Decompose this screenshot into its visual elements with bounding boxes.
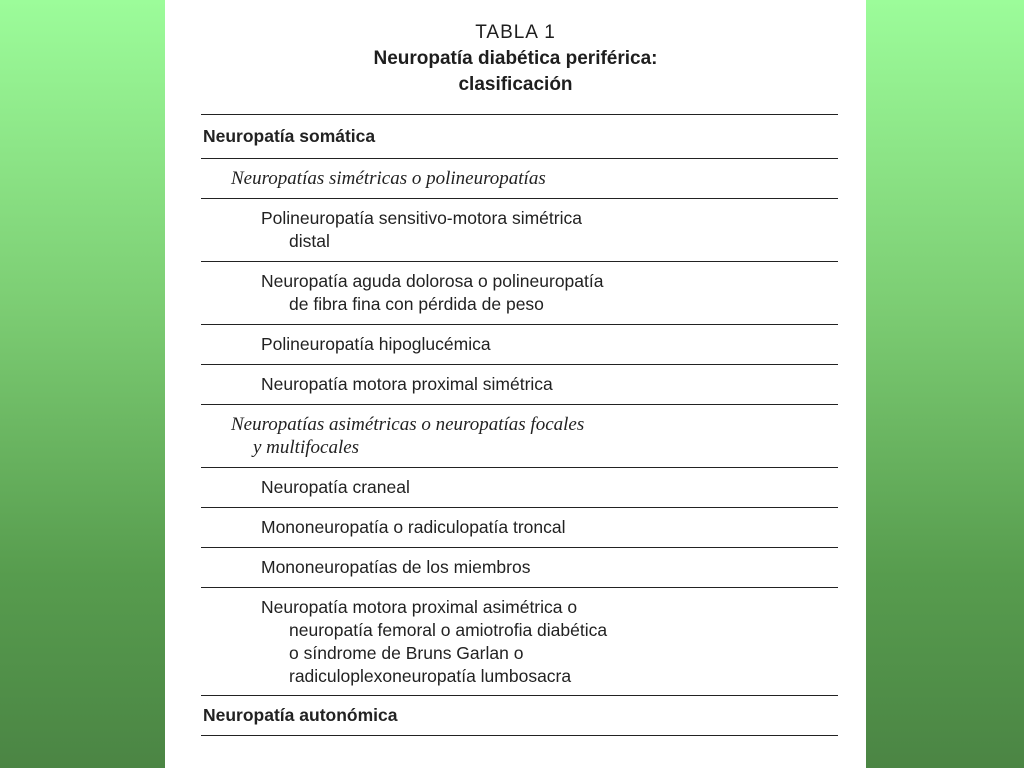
table-title-line-1: Neuropatía diabética periférica: bbox=[373, 48, 658, 69]
table-number: TABLA 1 bbox=[475, 22, 556, 43]
row-text bbox=[231, 167, 546, 190]
row-text-line: Neuropatías simétricas o polineuropatías bbox=[231, 168, 546, 189]
row-text bbox=[261, 333, 491, 356]
row-text bbox=[261, 516, 566, 539]
table-row bbox=[201, 468, 838, 508]
row-text bbox=[261, 207, 582, 253]
table-row bbox=[201, 588, 838, 696]
row-text-line: Neuropatía aguda dolorosa o polineuropatía bbox=[261, 271, 604, 291]
table-header bbox=[165, 0, 866, 98]
row-text-line: Mononeuropatía o radiculopatía troncal bbox=[261, 517, 566, 537]
row-text bbox=[203, 125, 375, 148]
table-row bbox=[201, 262, 838, 325]
row-text bbox=[231, 413, 584, 459]
row-text-line: Neuropatía motora proximal asimétrica o bbox=[261, 596, 578, 617]
document-page bbox=[165, 0, 866, 768]
row-text-line: Neuropatía motora proximal simétrica bbox=[261, 374, 553, 394]
table-title-line-2: clasificación bbox=[458, 74, 573, 95]
table-row bbox=[201, 548, 838, 588]
row-text bbox=[261, 476, 410, 499]
classification-table bbox=[201, 114, 838, 736]
subsection-heading-row bbox=[201, 159, 838, 199]
table-row bbox=[201, 508, 838, 548]
table-row bbox=[201, 325, 838, 365]
section-heading-row bbox=[201, 696, 838, 736]
row-text bbox=[261, 556, 530, 579]
row-text-continuation: o síndrome de Bruns Garlan o bbox=[289, 642, 524, 663]
row-text bbox=[203, 704, 397, 727]
row-text-continuation: neuropatía femoral o amiotrofia diabética bbox=[289, 619, 608, 640]
row-text-line: Neuropatía somática bbox=[203, 126, 376, 146]
table-row bbox=[201, 199, 838, 262]
row-text bbox=[261, 596, 607, 688]
row-text-line: Polineuropatía sensitivo-motora simétrica bbox=[261, 208, 582, 228]
row-text bbox=[261, 270, 603, 316]
row-text-line: Polineuropatía hipoglucémica bbox=[261, 334, 491, 354]
row-text-continuation: y multifocales bbox=[253, 437, 360, 458]
section-heading-row bbox=[201, 115, 838, 159]
row-text-continuation: distal bbox=[289, 231, 330, 251]
row-text-line: Neuropatía autonómica bbox=[203, 705, 398, 725]
row-text-line: Neuropatía craneal bbox=[261, 477, 410, 497]
subsection-heading-row bbox=[201, 405, 838, 468]
row-text-continuation: de fibra fina con pérdida de peso bbox=[289, 294, 544, 314]
row-text-line: Mononeuropatías de los miembros bbox=[261, 557, 531, 577]
row-text-continuation: radiculoplexoneuropatía lumbosacra bbox=[289, 665, 572, 686]
row-text-line: Neuropatías asimétricas o neuropatías focales bbox=[231, 414, 585, 435]
row-text bbox=[261, 373, 553, 396]
table-row bbox=[201, 365, 838, 405]
